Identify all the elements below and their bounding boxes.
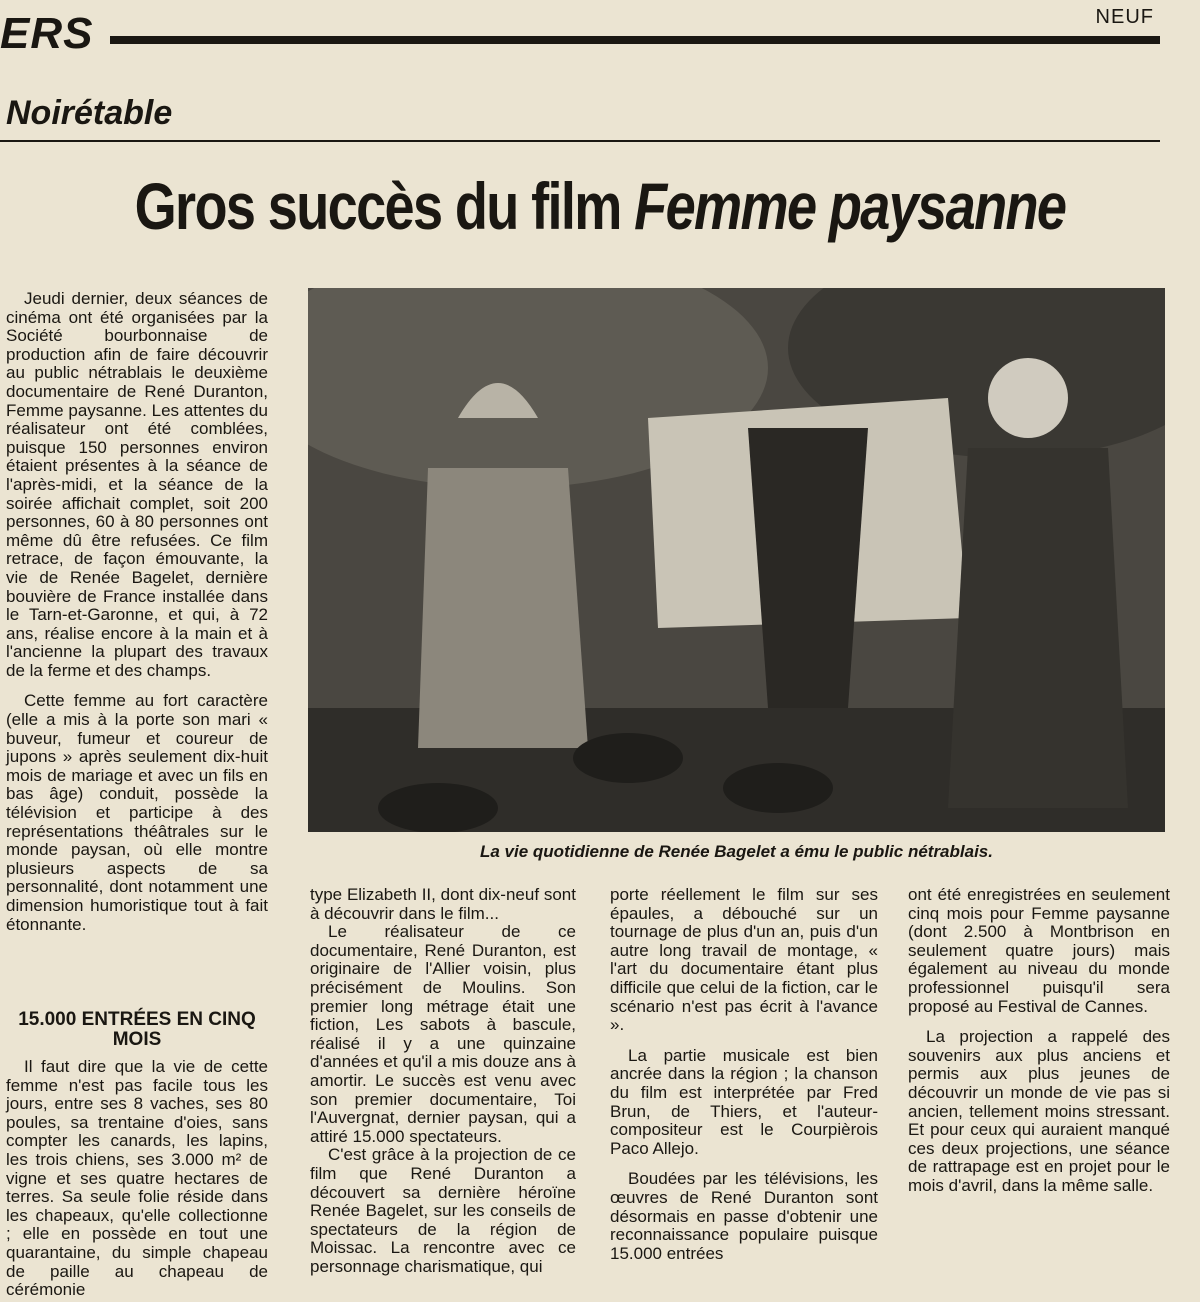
paragraph: ont été enregistrées en seulement cinq mois pour Femme paysanne (dont 2.500 à Montbrison en seulement quatre jours) mais également au niveau du monde professionnel puisqu'il sera proposé au Festival de Cannes. [908,885,1170,1016]
article-photo [308,288,1165,832]
paragraph: porte réellement le film sur ses épaules, a débouché sur un tournage de plus d'un an, puis d'un autre long travail de montage, « l'art du documentaire étant plus difficile que celui de la fiction, car le scénario n'est pas écrit à l'avance ». [610,885,878,1035]
subheading: 15.000 ENTRÉES EN CINQ MOIS [18,1009,256,1050]
headline [108,168,1092,244]
column-2 [310,886,576,1276]
town-heading: Noirétable [6,94,173,132]
headline-film-title: Femme paysanne [634,169,1066,243]
column-4 [908,886,1170,1196]
paragraph: La projection a rappelé des souvenirs aux plus anciens et permis aux plus jeunes de découvrir un monde de vie pas si ancien, tellement moins stressant. Et pour ceux qui auraient manqué ces deux projections, une séance de rattrapage est en projet pour le mois d'avril, dans la même salle. [908,1027,1170,1195]
paragraph: Le réalisateur de ce documentaire, René Duranton, est originaire de l'Allier voisin, plus précisément de Moulins. Son premier long métrage était une fiction, Les sabots à bascule, réalisé il y a une quinzaine d'années et qu'il a mis douze ans à amortir. Le succès est venu avec son premier documentaire, Toi l'Auvergnat, dernier paysan, qui a attiré 15.000 spectateurs. [310,922,576,1146]
paragraph: La partie musicale est bien ancrée dans la région ; la chanson du film est interprétée par Fred Brun, de Thiers, et l'auteur-compositeur est le Courpièrois Paco Allejo. [610,1045,878,1158]
paragraph: Il faut dire que la vie de cette femme n'est pas facile tous les jours, entre ses 8 vaches, ses 80 poules, sa trentaine d'oies, sans compter les canards, les lapins, les trois chiens, ses 3.000 m² de vigne et ses quatre hectares de terres. Sa seule folie réside dans les chapeaux, qu'elle collectionne ; elle en possède en tout une quarantaine, du simple chapeau de paille au chapeau de cérémonie [6,1057,268,1300]
town-rule [0,140,1160,142]
paragraph: Cette femme au fort caractère (elle a mis à la porte son mari « buveur, fumeur et coureur de jupons » après seulement dix-huit mois de mariage et avec un fils en bas âge) conduit, possède la télévision et participe à des représentations théâtrales sur le monde paysan, où elle montre plusieurs aspects de sa personnalité, dont notamment une dimension humoristique tout à fait étonnante. [6,691,268,934]
headline-text: Gros succès du film [134,169,635,243]
column-1 [6,290,268,934]
paragraph: Jeudi dernier, deux séances de cinéma ont été organisées par la Société bourbonnaise de production afin de faire découvrir au public nétrablais le deuxième documentaire de René Duranton, Femme paysanne. Les attentes du réalisateur ont été comblées, puisque 150 personnes environ étaient présentes à la séance de l'après-midi, et la séance de la soirée affichait complet, soit 200 personnes, 60 à 80 personnes ont même dû être refusées. Ce film retrace, de façon émouvante, la vie de Renée Bagelet, dernière bouvière de France installée dans le Tarn-et-Garonne, et qui, à 72 ans, réalise encore à la main et à l'ancienne la plupart des travaux de la ferme et des champs. [6,289,268,680]
paragraph: C'est grâce à la projection de ce film que René Duranton a découvert sa dernière héroïne Renée Bagelet, sur les conseils de spectateurs de la région de Moissac. La rencontre avec ce personnage charismatique, qui [310,1145,576,1276]
paragraph: type Elizabeth II, dont dix-neuf sont à découvrir dans le film... [310,885,576,923]
column-1-continued [6,1010,268,1300]
column-3 [610,886,878,1263]
paragraph: Boudées par les télévisions, les œuvres de René Duranton sont désormais en passe d'obtenir une reconnaissance populaire puisque 15.000 entrées [610,1169,878,1263]
section-title: ERS [0,9,94,58]
header-rule [110,36,1160,44]
edition-label: NEUF [1095,6,1154,28]
photo-caption: La vie quotidienne de Renée Bagelet a ému le public nétrablais. [480,842,993,861]
